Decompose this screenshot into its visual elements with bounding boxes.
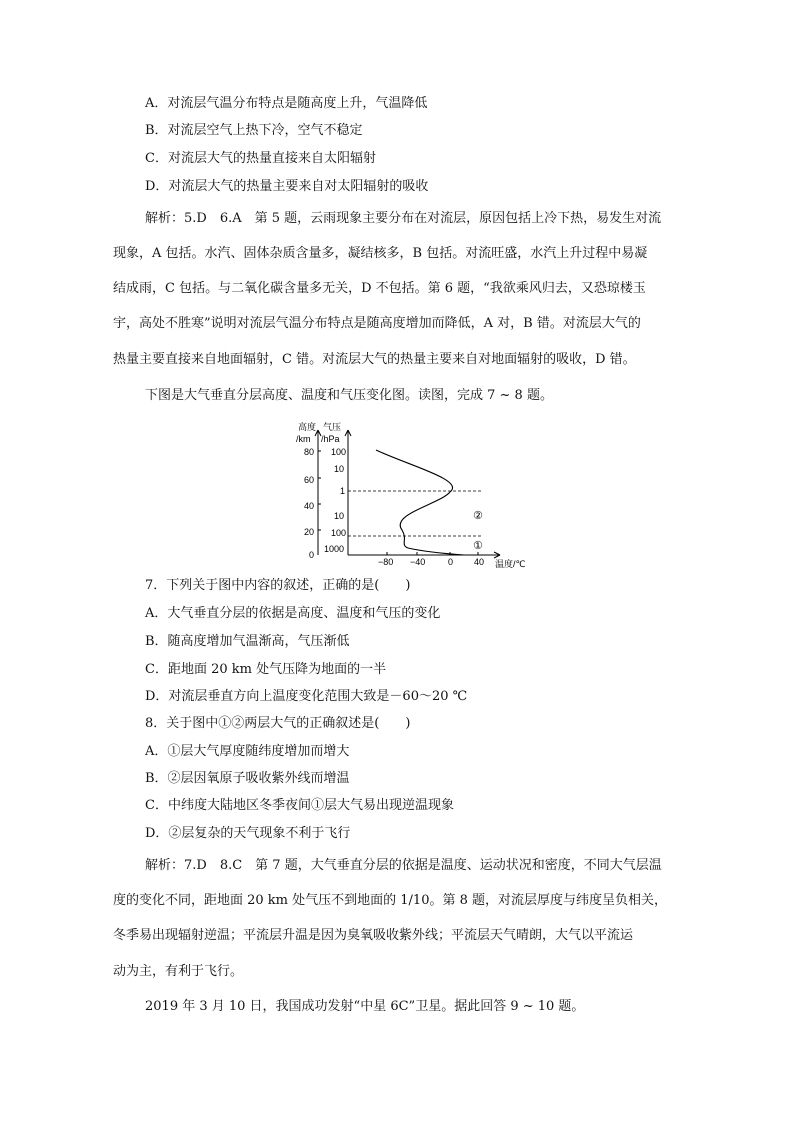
temp-tick: 0 [448,557,454,567]
q7-stem: 7．下列关于图中内容的叙述，正确的是( ) [145,578,411,593]
q7-option-c: C．距地面 20 km 处气压降为地面的一半 [145,662,387,677]
height-tick: 20 [304,527,315,537]
q6-option-a: A．对流层气温分布特点是随高度上升，气温降低 [145,96,428,111]
height-axis-unit: /km [296,434,311,444]
temperature-profile-curve [376,450,464,555]
intro-7-8: 下图是大气垂直分层高度、温度和气压变化图。读图，完成 7 ~ 8 题。 [145,388,553,403]
q7-option-b: B．随高度增加气温渐高，气压渐低 [145,634,350,649]
temp-tick: −40 [410,557,426,567]
analysis-7-8-line-2: 度的变化不同，距地面 20 km 处气压不到地面的 1/10。第 8 题，对流层厚度与纬度呈负相关， [113,893,668,908]
pressure-tick: 10 [334,464,345,474]
height-axis-label: 高度 [298,422,317,432]
q7-option-d: D．对流层垂直方向上温度变化范围大致是－60～20 ℃ [145,689,468,704]
analysis-7-8-line-3: 冬季易出现辐射逆温；平流层升温是因为臭氧吸收紫外线；平流层天气晴朗，大气以平流运 [113,928,634,943]
height-tick: 80 [304,447,315,457]
pressure-tick: 1 [340,486,346,496]
q8-option-c: C．中纬度大陆地区冬季夜间①层大气易出现逆温现象 [145,798,454,813]
pressure-tick: 1000 [324,544,345,554]
height-tick: 40 [304,501,315,511]
q8-stem: 8．关于图中①②两层大气的正确叙述是( ) [145,716,411,731]
analysis-7-8-line-1: 解析：7.D 8.C 第 7 题，大气垂直分层的依据是温度、运动状况和密度，不同大气层温 [145,858,662,873]
q6-option-c: C．对流层大气的热量直接来自太阳辐射 [145,151,376,166]
height-tick: 0 [309,550,315,560]
temp-tick: −80 [378,557,394,567]
analysis-5-6-line-2: 现象，A 包括。水汽、固体杂质含量多，凝结核多，B 包括。对流旺盛，水汽上升过程中易凝 [113,246,648,261]
pressure-axis-label: 气压 [323,422,342,432]
pressure-tick: 100 [331,528,347,538]
analysis-5-6-line-3: 结成雨，C 包括。与二氧化碳含量多无关，D 不包括。第 6 题，“我欲乘风归去，又恐琼楼玉 [113,281,646,296]
q8-option-b: B．②层因氧原子吸收紫外线而增温 [145,771,350,786]
pressure-axis-unit: /hPa [321,434,340,444]
analysis-5-6-line-1: 解析：5.D 6.A 第 5 题，云雨现象主要分布在对流层，原因包括上冷下热，易发生对流 [145,211,662,226]
q8-option-d: D．②层复杂的天气现象不利于飞行 [145,826,351,841]
temp-axis-label: 温度/℃ [495,559,526,569]
q8-option-a: A．①层大气厚度随纬度增加而增大 [145,744,350,759]
pressure-tick: 10 [334,511,345,521]
q6-option-b: B．对流层空气上热下冷，空气不稳定 [145,123,363,138]
q6-option-d: D．对流层大气的热量主要来自对太阳辐射的吸收 [145,179,429,194]
analysis-7-8-line-4: 动为主，有利于飞行。 [113,964,244,979]
pressure-tick: 100 [331,447,347,457]
layer-marker-2: ② [473,510,483,522]
atmosphere-layer-figure [290,418,540,570]
intro-9-10: 2019 年 3 月 10 日，我国成功发射“中星 6C”卫星。据此回答 9 ~ 10 题。 [145,999,585,1014]
layer-marker-1: ① [473,540,483,552]
temp-tick: 40 [474,557,485,567]
analysis-5-6-line-4: 宇，高处不胜寒”说明对流层气温分布特点是随高度增加而降低，A 对，B 错。对流层大气的 [113,316,641,331]
analysis-5-6-line-5: 热量主要直接来自地面辐射，C 错。对流层大气的热量主要来自对地面辐射的吸收，D 错。 [113,352,636,367]
q7-option-a: A．大气垂直分层的依据是高度、温度和气压的变化 [145,606,441,621]
height-tick: 60 [304,475,315,485]
